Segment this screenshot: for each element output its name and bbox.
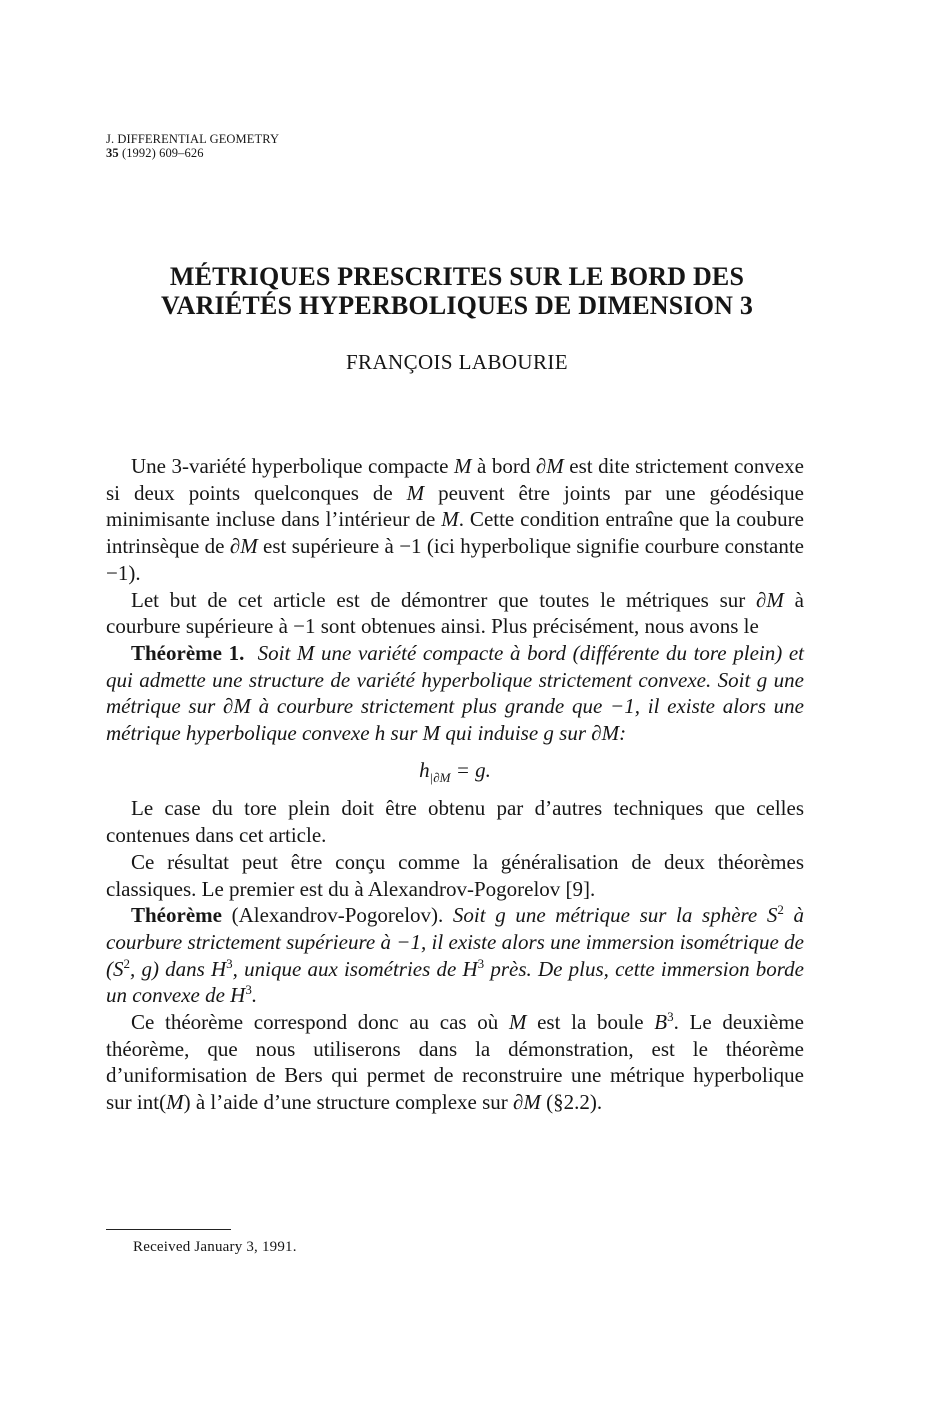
math: B — [654, 1010, 668, 1035]
body-text — [106, 453, 804, 1116]
math: M — [406, 480, 425, 505]
text: est dite strictement convexe si deux points quelconques de — [106, 454, 804, 505]
superscript: 2 — [777, 902, 784, 918]
math: M — [453, 454, 472, 478]
text: à bord — [471, 454, 536, 478]
footnote: Received January 3, 1991. — [133, 1239, 297, 1255]
paper-title — [0, 262, 914, 320]
text: peuvent être joints par une géodésique minimisante incluse dans l’intérieur de — [106, 480, 804, 532]
text: (§2.2). — [540, 1090, 603, 1115]
math: ∂M — [535, 454, 564, 478]
equation — [106, 757, 804, 784]
theorem-text: Soit g une métrique sur la sphère S — [452, 903, 778, 928]
theorem-text: à courbure strictement supérieure à −1, il existe alors une immersion isométrique de (S — [106, 903, 804, 981]
theorem-text: près. De plus, cette immersion borde un convexe de H — [106, 956, 804, 1008]
math-subscript: |∂M — [429, 769, 451, 785]
paragraph-5 — [106, 1009, 804, 1116]
paragraph-3: Le case du tore plein doit être obtenu par d’autres techniques que celles contenues dans cet article. — [106, 796, 804, 848]
superscript: 3 — [245, 982, 252, 998]
superscript: 3 — [667, 1009, 674, 1025]
journal-header — [106, 132, 279, 160]
math: M — [441, 507, 459, 532]
text: Ce théorème correspond donc au cas où — [131, 1010, 509, 1035]
theorem-statement: Soit M une variété compacte à bord (différente du tore plein) et qui admette une structure de variété hyperbolique strictement convexe. Soit g une métrique sur ∂M à courbure strictement plus grande que −1, il existe alors une métrique hyperbolique convexe h sur M qui induise g sur ∂M: — [106, 640, 805, 746]
footnote-divider — [106, 1229, 231, 1230]
paragraph-2 — [106, 587, 804, 640]
math: ∂M — [229, 534, 258, 559]
text: ) à l’aide d’une structure complexe sur — [183, 1090, 514, 1115]
author-name: FRANÇOIS LABOURIE — [345, 350, 569, 374]
text: est supérieure à −1 (ici hyperbolique signifie courbure constante −1). — [106, 534, 804, 585]
theorem-attribution: (Alexandrov-Pogorelov). — [221, 903, 453, 928]
math: M — [508, 1010, 527, 1035]
math: ∂M — [756, 587, 784, 612]
theorem-text: , unique aux isométries de H — [232, 956, 478, 981]
math: h — [419, 757, 430, 782]
text: Let but de cet article est de démontrer que toutes le métriques sur — [131, 587, 757, 612]
paragraph-4: Ce résultat peut être conçu comme la généralisation de deux théorèmes classiques. Le premier est du à Alexandrov-Pogorelov [9]. — [106, 849, 804, 901]
title-line-2: VARIÉTÉS HYPERBOLIQUES DE DIMENSION 3 — [160, 291, 754, 320]
journal-volume-line — [106, 146, 279, 160]
text: . Cette condition entraîne que la coubure intrinsèque de — [106, 507, 804, 559]
paragraph-1 — [106, 453, 804, 587]
text: Une 3-variété hyperbolique compacte — [131, 454, 454, 478]
theorem-label: Théorème — [131, 903, 222, 928]
theorem-2 — [106, 902, 804, 1009]
volume-number: 35 — [106, 146, 119, 160]
text: . Le deuxième théorème, que nous utiliserons dans la démonstration, est le théorème d’uniformisation de Bers qui permet de reconstruire une métrique hyperbolique sur int( — [106, 1010, 804, 1115]
issue-pages: (1992) 609–626 — [121, 146, 204, 160]
title-line-1: MÉTRIQUES PRESCRITES SUR LE BORD DES — [169, 262, 745, 291]
text: est la boule — [526, 1010, 655, 1035]
math: = g. — [450, 757, 491, 782]
theorem-text: , g) dans H — [130, 956, 227, 981]
superscript: 3 — [226, 955, 233, 971]
math: ∂M — [513, 1090, 541, 1115]
journal-name: J. DIFFERENTIAL GEOMETRY — [106, 132, 280, 146]
theorem-1 — [106, 640, 804, 747]
superscript: 2 — [123, 955, 130, 971]
text: à courbure supérieure à −1 sont obtenues ainsi. Plus précisément, nous avons le — [106, 587, 804, 639]
superscript: 3 — [477, 955, 485, 971]
theorem-text: . — [251, 983, 258, 1008]
theorem-label: Théorème 1. — [131, 640, 245, 665]
math: M — [166, 1090, 184, 1115]
